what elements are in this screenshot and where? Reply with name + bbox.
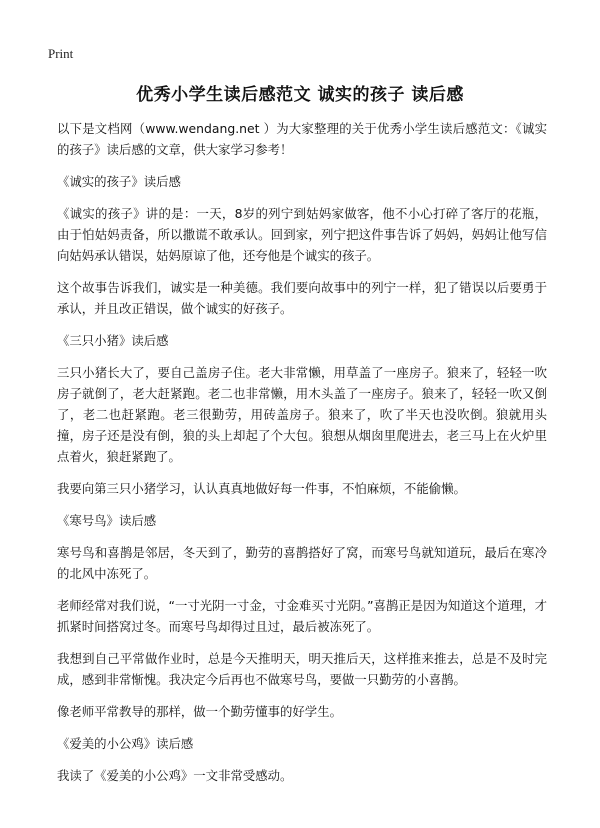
section-heading-cold-bird: 《寒号鸟》读后感: [57, 513, 157, 528]
paragraph: 像老师平常教导的那样，做一个勤劳懂事的好学生。: [57, 704, 342, 719]
intro-paragraph: 以下是文档网（www.wendang.net ）为大家整理的关于优秀小学生读后感范文：《诚实的孩子》读后感的文章，供大家学习参考！: [57, 121, 547, 157]
section-heading-honest-child: 《诚实的孩子》读后感: [57, 174, 181, 189]
section-heading-rooster: 《爱美的小公鸡》读后感: [57, 736, 194, 751]
article-body: [57, 118, 547, 797]
page-title: 优秀小学生读后感范文 诚实的孩子 读后感: [136, 85, 464, 105]
paragraph: 我想到自己平常做作业时，总是今天推明天，明天推后天，这样推来推去，总是不及时完成，感到非常惭愧。我决定今后再也不做寒号鸟，要做一只勤劳的小喜鹊。: [57, 651, 547, 687]
paragraph: 老师经常对我们说，“一寸光阴一寸金，寸金难买寸光阴。”喜鹊正是因为知道这个道理，才抓紧时间搭窝过冬。而寒号鸟却得过且过，最后被冻死了。: [57, 598, 547, 634]
paragraph: 寒号鸟和喜鹊是邻居，冬天到了，勤劳的喜鹊搭好了窝，而寒号鸟就知道玩，最后在寒冷的北风中冻死了。: [57, 545, 547, 581]
print-label: Print: [48, 46, 74, 61]
paragraph: 我要向第三只小猪学习，认认真真地做好每一件事，不怕麻烦，不能偷懒。: [57, 481, 466, 496]
paragraph: 我读了《爱美的小公鸡》一文非常受感动。: [57, 768, 293, 783]
section-heading-three-pigs: 《三只小猪》读后感: [57, 333, 169, 348]
paragraph: 三只小猪长大了，要自己盖房子住。老大非常懒，用草盖了一座房子。狼来了，轻轻一吹房子就倒了，老大赶紧跑。老二也非常懒，用木头盖了一座房子。狼来了，轻轻一吹又倒了，老二也赶紧跑。老三很勤劳，用砖盖房子。狼来了，吹了半天也没吹倒。狼就用头撞，房子还是没有倒，狼的头上却起了个大包。狼想从烟囱里爬进去，老三马上在火炉里点着火，狼赶紧跑了。: [57, 365, 547, 464]
paragraph: 这个故事告诉我们，诚实是一种美德。我们要向故事中的列宁一样，犯了错误以后要勇于承认，并且改正错误，做个诚实的好孩子。: [57, 280, 547, 316]
paragraph: 《诚实的孩子》讲的是：一天，8岁的列宁到姑妈家做客，他不小心打碎了客厅的花瓶，由于怕姑妈责备，所以撒谎不敢承认。回到家，列宁把这件事告诉了妈妈，妈妈让他写信向姑妈承认错误，姑妈原谅了他，还夸他是个诚实的孩子。: [57, 206, 547, 263]
